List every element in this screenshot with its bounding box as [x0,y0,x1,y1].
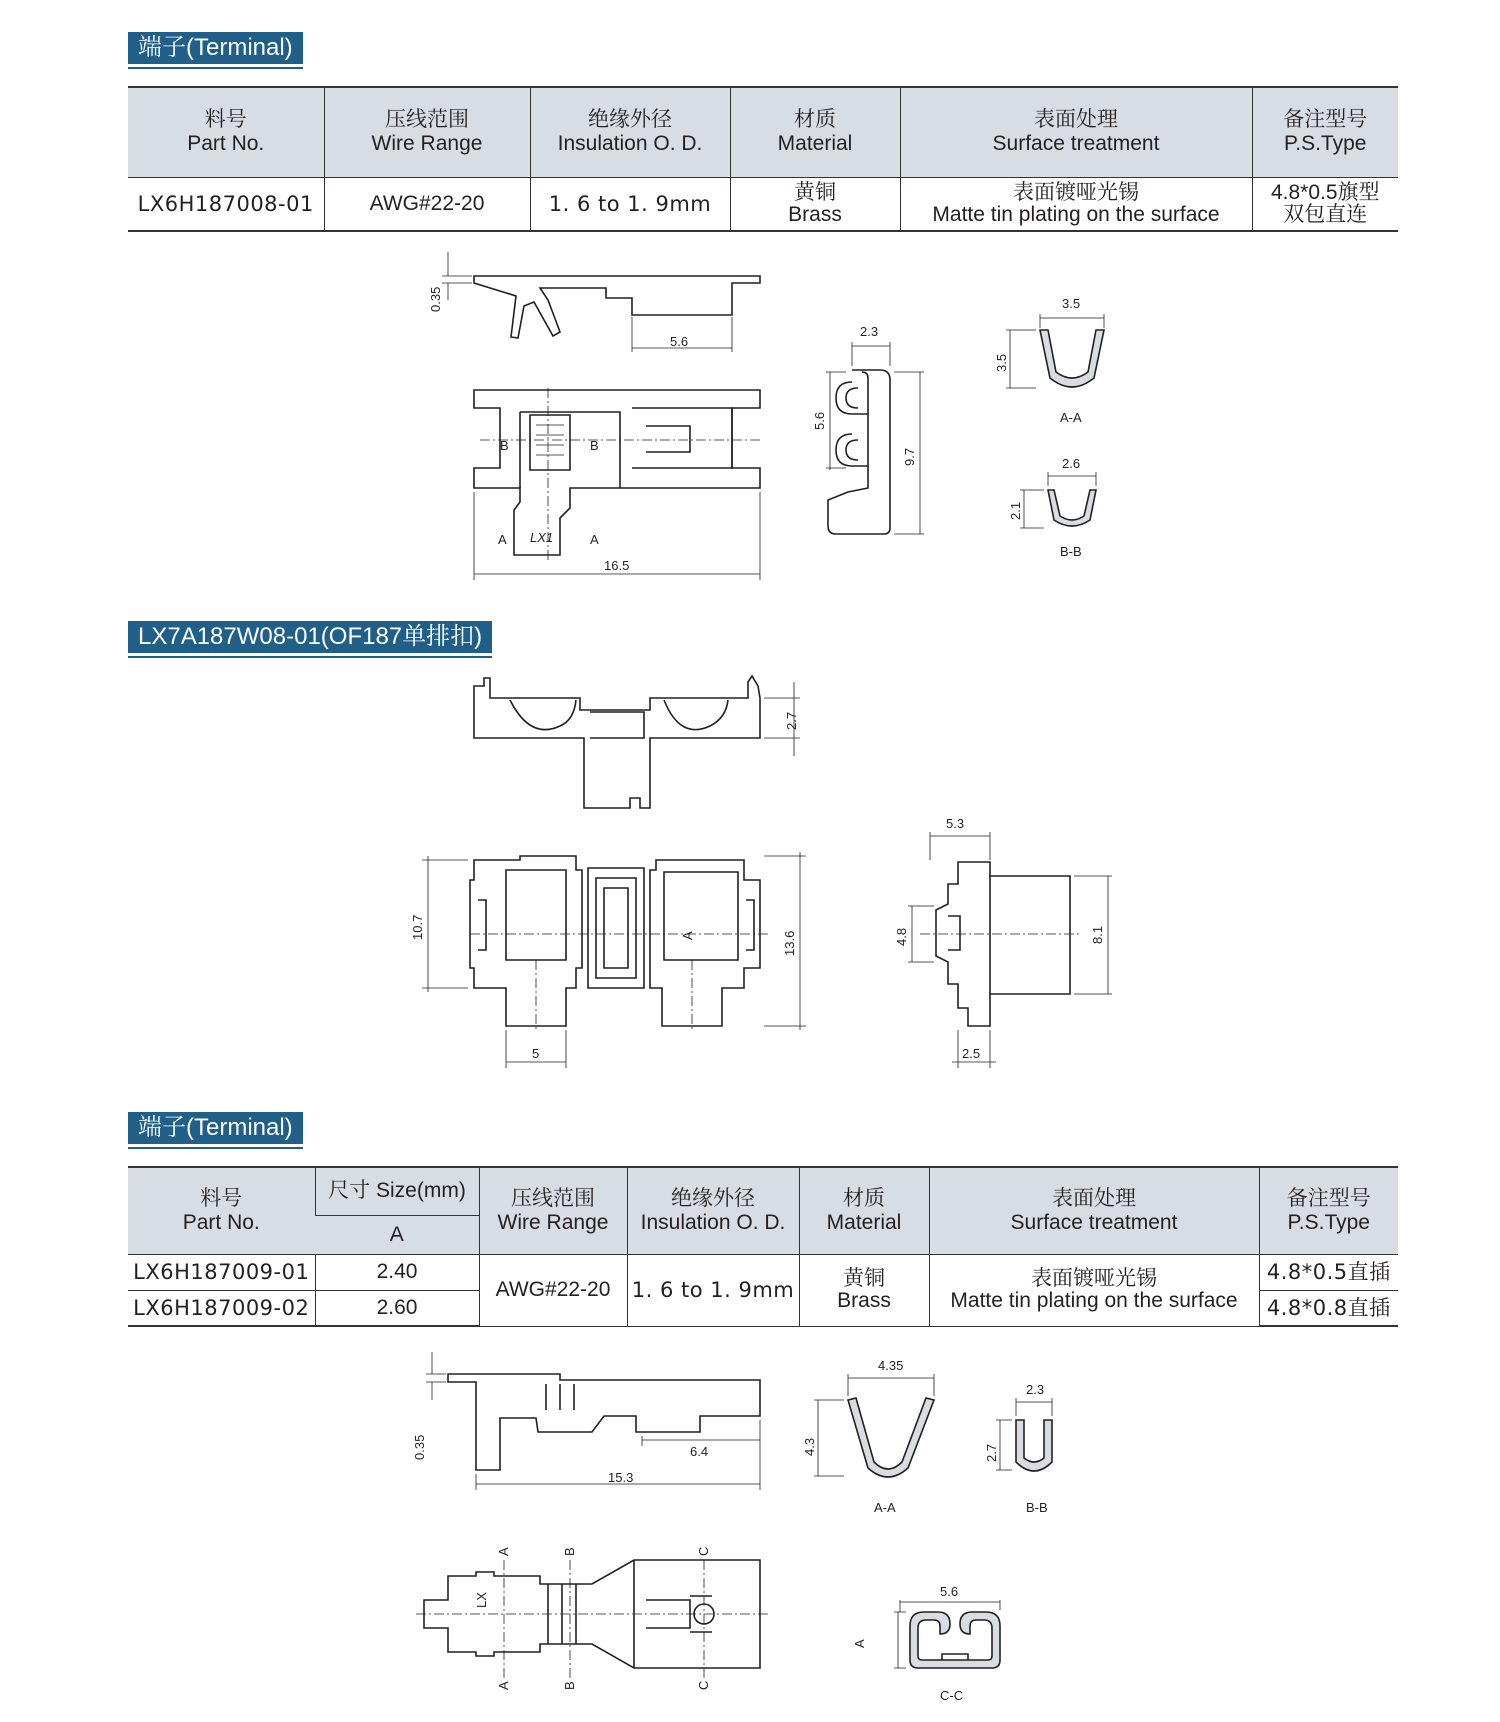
section-mark-b-bottom: B [562,1681,577,1690]
label-cc: C-C [940,1688,964,1703]
dim-aa-h: 3.5 [994,353,1009,372]
dim-h-top: 2.7 [784,711,799,730]
dim-thickness: 0.35 [428,286,443,312]
cell-ps-type: 4.8*0.5旗型 双包直连 [1252,177,1398,231]
housing-top-view [474,676,800,808]
cell-part-no: LX6H187008-01 [128,177,324,231]
cell-insulation: 1. 6 to 1. 9mm [530,177,730,231]
cell-material: 黄铜 Brass [799,1254,929,1326]
terminal2-aa-section [814,1374,934,1477]
header-wire-range: 压线范围 Wire Range [324,87,530,177]
terminal2-side-view [426,1352,760,1490]
section-mark-c-bottom: C [696,1680,711,1690]
section-mark-a: A [680,931,695,940]
terminal1-side-view [442,252,760,352]
cell-part-no: LX6H187009-01 [128,1254,315,1290]
cell-material: 黄铜 Brass [730,177,900,231]
cell-size: 2.60 [315,1290,479,1326]
section-mark-a-top: A [496,1547,511,1556]
dim-side-w: 2.3 [860,324,879,339]
dim-h-right: 13.6 [782,930,797,956]
label-aa: A-A [874,1500,896,1515]
cell-size: 2.40 [315,1254,479,1290]
cell-wire-range: AWG#22-20 [479,1254,627,1326]
dim-aa-w: 4.35 [878,1358,904,1373]
dim-side-b: 2.5 [962,1046,981,1061]
dim-bb-w: 2.3 [1026,1382,1045,1397]
section-mark-b-left: B [500,438,509,453]
terminal1-top-view [474,388,760,580]
header-surface: 表面处理 Surface treatment [900,87,1252,177]
dim-total: 16.5 [604,558,630,573]
header-part-no: 料号 Part No. [128,87,324,177]
section2-title: LX7A187W08-01(OF187单排扣) [128,621,492,653]
section-mark-b-top: B [562,1547,577,1556]
housing-front-view [422,852,806,1068]
dim-side-h2: 8.1 [1090,925,1105,944]
header-material: 材质 Material [730,87,900,177]
dim-side-w: 5.3 [946,816,965,831]
cell-surface: 表面镀哑光锡 Matte tin plating on the surface [900,177,1252,231]
section-mark-a-bottom: A [496,1681,511,1690]
dim-h-left: 10.7 [410,914,425,940]
header-part-no: 料号 Part No. [128,1167,315,1254]
cell-surface: 表面镀哑光锡 Matte tin plating on the surface [929,1254,1259,1326]
section1-title: 端子(Terminal) [128,32,303,64]
dim-thickness: 0.35 [412,1434,427,1460]
terminal1-end-view [826,342,924,534]
housing-side-view [908,832,1112,1068]
header-size-a: A [315,1215,479,1254]
dim-total: 15.3 [608,1470,634,1485]
header-wire-range: 压线范围 Wire Range [479,1167,627,1254]
header-ps-type: 备注型号 P.S.Type [1252,87,1398,177]
dim-w-bottom: 5 [532,1046,540,1061]
section-mark-a-cc: A [852,1639,867,1648]
section3-title: 端子(Terminal) [128,1112,303,1144]
dim-len-a: 5.6 [670,334,689,349]
cell-ps-type: 4.8*0.5直插 [1259,1254,1398,1290]
terminal2-bb-section [996,1398,1052,1471]
section-mark-a-right: A [590,532,599,547]
mark-lx1: LX1 [530,530,554,545]
label-bb: B-B [1060,544,1082,559]
section-mark-b-right: B [590,438,599,453]
label-aa: A-A [1060,410,1082,425]
header-ps-type: 备注型号 P.S.Type [1259,1167,1398,1254]
terminal1-aa-section [1006,314,1104,388]
header-size: 尺寸 Size(mm) [315,1167,479,1215]
cell-ps-type: 4.8*0.8直插 [1259,1290,1398,1326]
header-material: 材质 Material [799,1167,929,1254]
header-insulation: 绝缘外径 Insulation O. D. [627,1167,799,1254]
section-mark-a-left: A [498,532,507,547]
cell-insulation: 1. 6 to 1. 9mm [627,1254,799,1326]
dim-cc-w: 5.6 [940,1584,959,1599]
dim-side-h2: 9.7 [902,447,917,466]
section-mark-c-top: C [696,1546,711,1556]
dim-bb-w: 2.6 [1062,456,1081,471]
dim-bb-h: 2.7 [984,1443,999,1462]
terminal2-cc-section [894,1600,1000,1668]
cell-part-no: LX6H187009-02 [128,1290,315,1326]
dim-aa-h: 4.3 [802,1437,817,1456]
header-surface: 表面处理 Surface treatment [929,1167,1259,1254]
dim-len-a: 6.4 [690,1444,709,1459]
terminal2-top-view [416,1560,770,1680]
dim-side-h1: 4.8 [894,927,909,946]
label-bb: B-B [1026,1500,1048,1515]
cell-wire-range: AWG#22-20 [324,177,530,231]
dim-side-h1: 5.6 [812,411,827,430]
terminal1-bb-section [1020,472,1096,528]
mark-lx: LX [474,1592,489,1608]
dim-aa-w: 3.5 [1062,296,1081,311]
header-insulation: 绝缘外径 Insulation O. D. [530,87,730,177]
dim-bb-h: 2.1 [1008,501,1023,520]
